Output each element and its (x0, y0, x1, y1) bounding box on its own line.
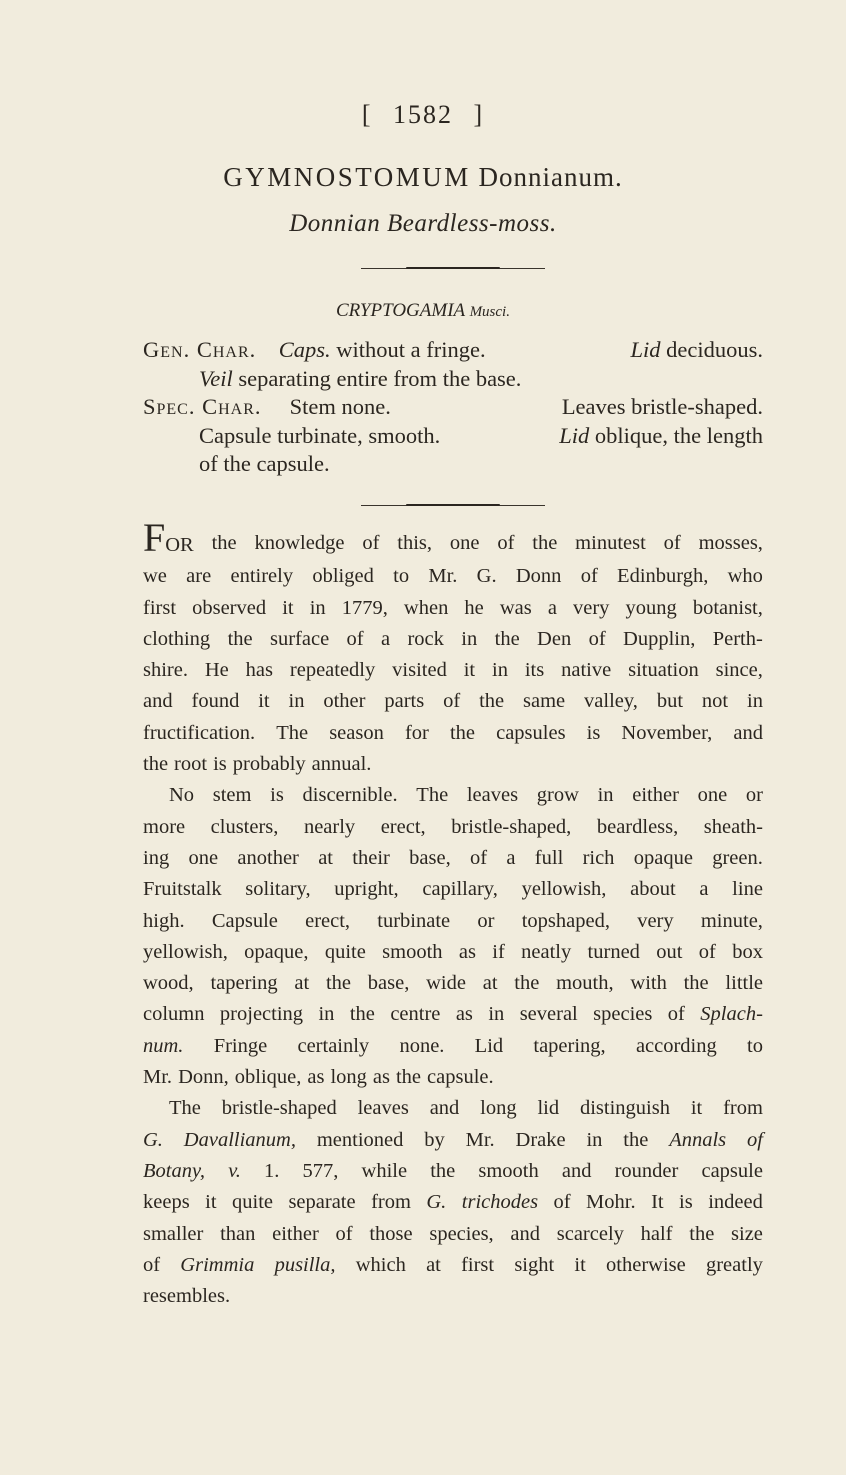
word: scarcely (556, 1222, 624, 1245)
word: grow (536, 784, 579, 807)
word: another (237, 846, 299, 869)
word: The (276, 721, 309, 744)
word: than (220, 1222, 256, 1245)
word: from (723, 1097, 763, 1120)
word: greatly (705, 1253, 763, 1276)
word: species (593, 1003, 653, 1026)
word: if (492, 940, 505, 963)
word: the (479, 690, 505, 713)
text-line (143, 1187, 763, 1218)
word: at (426, 1253, 441, 1276)
word: in (488, 1003, 505, 1026)
word: root (174, 753, 208, 776)
word: capsule (701, 1159, 763, 1182)
word: Drake (515, 1128, 566, 1151)
text-line (143, 1281, 763, 1312)
word: November, (621, 721, 713, 744)
page-title (0, 162, 846, 193)
word: leaves (357, 1097, 409, 1120)
word: very (573, 596, 610, 619)
word: resembles. (143, 1285, 231, 1308)
word: opaque, (244, 940, 309, 963)
word: more (143, 815, 186, 838)
text-line (143, 749, 763, 780)
word: when (403, 596, 449, 619)
word: rock (407, 627, 444, 650)
word: the (514, 972, 540, 995)
word: young (625, 596, 677, 619)
word: capsules (496, 721, 566, 744)
word: size (731, 1222, 763, 1245)
word: surface (269, 627, 330, 650)
gen-char-text: Lid deciduous. (630, 337, 763, 362)
word: 577, (302, 1159, 339, 1182)
word: for (404, 721, 429, 744)
word: He (204, 659, 229, 682)
word: turned (587, 940, 640, 963)
word: of (143, 1253, 161, 1276)
word: we (143, 565, 167, 588)
word: of (497, 532, 515, 554)
word: one (697, 784, 728, 807)
word: quite (324, 940, 366, 963)
word: erect, (380, 815, 426, 838)
word: their (352, 846, 390, 869)
word: upright, (334, 878, 399, 901)
word: ing (143, 846, 170, 869)
word: Lid (474, 1034, 504, 1057)
page-number: [ 1582 ] (361, 100, 485, 129)
word: in (492, 659, 508, 682)
word: shire. (143, 659, 188, 682)
word: is (213, 753, 227, 776)
word: is (679, 1191, 693, 1214)
word: full (534, 846, 564, 869)
word: repeatedly (289, 659, 376, 682)
word: certainly (297, 1034, 370, 1057)
word: Den (537, 627, 572, 650)
word: none. (399, 1034, 445, 1057)
word: of (588, 627, 606, 650)
word: and (510, 1222, 541, 1245)
word: tapering (210, 972, 278, 995)
word: Fruitstalk (143, 878, 222, 901)
word: which (355, 1253, 406, 1276)
word: situation (628, 659, 699, 682)
word: it (258, 690, 270, 713)
ornamental-divider (361, 268, 545, 269)
word: otherwise (606, 1253, 686, 1276)
word: first (461, 1253, 495, 1276)
word: Fringe (213, 1034, 268, 1057)
species-name: Donnianum. (478, 162, 623, 192)
word: the (494, 627, 520, 650)
word: the (430, 1159, 456, 1182)
word: one (449, 532, 480, 554)
word: but (656, 690, 684, 713)
word: sight (514, 1253, 555, 1276)
word: at (482, 972, 498, 995)
word: either (272, 1222, 319, 1245)
word: a (506, 846, 516, 869)
word: The (416, 784, 449, 807)
word: since, (715, 659, 763, 682)
text-line (143, 1031, 763, 1062)
word: green. (712, 846, 763, 869)
word: G. (426, 1191, 447, 1214)
word: with (630, 972, 667, 995)
word: the (143, 753, 169, 776)
word: a (699, 878, 709, 901)
word: Splach- (700, 1003, 763, 1026)
word: oblique, (234, 1066, 302, 1089)
word: Perth- (712, 627, 763, 650)
word: this, (397, 532, 432, 554)
word: is (586, 721, 601, 744)
word: a (381, 627, 391, 650)
word: base, (409, 846, 451, 869)
gen-char-label: Gen. Char. (143, 337, 257, 362)
word: half (640, 1222, 673, 1245)
word: of (553, 1191, 571, 1214)
word: visited (392, 659, 447, 682)
word: of (580, 565, 598, 588)
word: Mr. (143, 1066, 173, 1089)
word: annual. (311, 753, 372, 776)
word: its (524, 659, 545, 682)
word: season (329, 721, 384, 744)
word: clothing (143, 627, 211, 650)
text-line (143, 1156, 763, 1187)
word: at (318, 846, 333, 869)
word: are (186, 565, 212, 588)
word: Mr. (465, 1128, 495, 1151)
word: parts (384, 690, 425, 713)
word: 1779, (341, 596, 388, 619)
word: who (727, 565, 763, 588)
word: in (747, 690, 763, 713)
word: sheath- (703, 815, 763, 838)
word: little (725, 972, 763, 995)
word: out (656, 940, 683, 963)
word: beardless, (596, 815, 679, 838)
word: box (732, 940, 763, 963)
word: FOR (143, 515, 194, 560)
text-line (143, 515, 763, 561)
word: centre (390, 1003, 441, 1026)
word: discernible. (302, 784, 398, 807)
text-line (143, 874, 763, 905)
word: knowledge (254, 532, 345, 554)
word: long (480, 1097, 517, 1120)
word: the (349, 1003, 375, 1026)
paragraph (143, 515, 763, 780)
word: rounder (614, 1159, 679, 1182)
word: capsule. (427, 1066, 494, 1089)
word: of (663, 532, 681, 554)
word: high. (143, 909, 185, 932)
word: pusilla, (274, 1253, 336, 1276)
spec-char-text: of the capsule. (199, 451, 330, 476)
class-name: CRYPTOGAMIA (336, 300, 465, 321)
word: in (461, 627, 478, 650)
text-line (143, 906, 763, 937)
word: smaller (143, 1222, 204, 1245)
word: Annals (669, 1128, 727, 1151)
word: it (463, 659, 476, 682)
spec-char-text: Capsule turbinate, smooth. (199, 422, 441, 448)
word: botanist, (692, 596, 763, 619)
word: the (395, 1066, 422, 1089)
word: column (143, 1003, 205, 1026)
word: or (745, 784, 763, 807)
generic-character (143, 336, 763, 393)
word: of (362, 532, 380, 554)
word: Edinburgh, (617, 565, 709, 588)
word: it (205, 1191, 217, 1214)
word: very (637, 909, 674, 932)
word: according (635, 1034, 717, 1057)
word: as (455, 1003, 473, 1026)
word: in (318, 1003, 335, 1026)
text-line (143, 1062, 763, 1093)
word: num. (143, 1034, 184, 1057)
paragraph (143, 1093, 763, 1312)
ornamental-divider (361, 505, 545, 506)
genus-name: GYMNOSTOMUM (223, 162, 471, 192)
text-line (143, 561, 763, 592)
word: observed (192, 596, 267, 619)
word: leaves (466, 784, 519, 807)
word: from (371, 1191, 411, 1214)
word: those (369, 1222, 413, 1245)
word: several (519, 1003, 578, 1026)
word: and (143, 690, 173, 713)
word: Botany, (143, 1159, 206, 1182)
word: projecting (219, 1003, 304, 1026)
word: base, (367, 972, 410, 995)
word: species, (429, 1222, 494, 1245)
word: as (458, 940, 476, 963)
word: as (307, 1066, 325, 1089)
word: line (732, 878, 763, 901)
spec-char-text: Leaves bristle-shaped. (561, 394, 763, 419)
word: stem (212, 784, 252, 807)
text-line (143, 812, 763, 843)
word: G. (143, 1128, 163, 1151)
spec-char-label: Spec. Char. (143, 394, 262, 419)
word: obliged (312, 565, 374, 588)
spec-char-text: Stem none. (289, 394, 391, 419)
word: trichodes (461, 1191, 539, 1214)
gen-char-text: Caps. without a fringe. (278, 337, 486, 362)
word: has (245, 659, 273, 682)
text-line (143, 1093, 763, 1124)
word: and (429, 1097, 460, 1120)
word: the (449, 721, 475, 744)
word: Mohr. (586, 1191, 636, 1214)
text-line (143, 655, 763, 686)
order-name: Musci. (469, 304, 510, 320)
word: not (701, 690, 729, 713)
word: is (270, 784, 284, 807)
word: about (630, 878, 676, 901)
word: turbinate (377, 909, 451, 932)
word: of (443, 690, 461, 713)
text-line (143, 937, 763, 968)
word: quite (232, 1191, 273, 1214)
word: It (651, 1191, 664, 1214)
text-line (143, 1125, 763, 1156)
word: Capsule (211, 909, 278, 932)
word: wide (426, 972, 466, 995)
word: of (747, 1128, 763, 1151)
word: while (361, 1159, 408, 1182)
word: keeps (143, 1191, 190, 1214)
word: minute, (700, 909, 763, 932)
word: a (547, 596, 557, 619)
word: in (597, 784, 614, 807)
classification (0, 300, 846, 322)
word: fructification. (143, 721, 256, 744)
text-line (143, 780, 763, 811)
word: native (561, 659, 612, 682)
spec-char-text: Lid oblique, the length (559, 422, 763, 448)
word: Donn, (178, 1066, 229, 1089)
specific-character (143, 393, 763, 479)
word: neatly (521, 940, 572, 963)
word: bristle-shaped (221, 1097, 337, 1120)
word: other (323, 690, 366, 713)
word: nearly (303, 815, 356, 838)
text-line (143, 1219, 763, 1250)
word: by (424, 1128, 445, 1151)
word: as (372, 1066, 390, 1089)
word: erect, (305, 909, 351, 932)
word: the (623, 1128, 649, 1151)
word: to (393, 565, 410, 588)
word: probably (232, 753, 306, 776)
word: the (325, 972, 351, 995)
word: Grimmia (180, 1253, 255, 1276)
gen-char-text: Veil separating entire from the base. (199, 365, 522, 391)
word: and (733, 721, 763, 744)
word: found (191, 690, 240, 713)
word: G. (476, 565, 497, 588)
word: the (683, 972, 709, 995)
word: minutest (575, 532, 646, 554)
word: smooth (382, 940, 443, 963)
word: of (698, 940, 716, 963)
word: valley, (584, 690, 638, 713)
word: wood, (143, 972, 194, 995)
word: indeed (708, 1191, 763, 1214)
word: tapering, (533, 1034, 606, 1057)
word: the (689, 1222, 715, 1245)
text-line (143, 843, 763, 874)
word: it (282, 596, 294, 619)
text-line (143, 686, 763, 717)
word: at (294, 972, 310, 995)
word: it (574, 1253, 586, 1276)
word: the (227, 627, 253, 650)
word: The (169, 1097, 201, 1120)
text-line (143, 968, 763, 999)
text-line (143, 718, 763, 749)
word: opaque (633, 846, 693, 869)
word: lid (537, 1097, 560, 1120)
paragraph (143, 780, 763, 1093)
word: Donn (515, 565, 562, 588)
word: of (346, 627, 364, 650)
word: solitary, (245, 878, 311, 901)
word: he (464, 596, 484, 619)
word: of (667, 1003, 685, 1026)
word: and (561, 1159, 592, 1182)
word: yellowish, (143, 940, 228, 963)
word: separate (288, 1191, 356, 1214)
word: Davallianum, (183, 1128, 296, 1151)
word: in (309, 596, 326, 619)
text-line (143, 624, 763, 655)
text-line (143, 999, 763, 1030)
word: either (632, 784, 679, 807)
word: capillary, (422, 878, 498, 901)
word: one (188, 846, 219, 869)
word: v. (228, 1159, 241, 1182)
word: clusters, (210, 815, 279, 838)
word: Dupplin, (623, 627, 696, 650)
word: distinguish (579, 1097, 670, 1120)
word: mouth, (556, 972, 614, 995)
word: in (288, 690, 305, 713)
body-text (143, 515, 763, 1312)
word: smooth (478, 1159, 539, 1182)
word: of (335, 1222, 353, 1245)
word: to (747, 1034, 763, 1057)
word: was (499, 596, 532, 619)
word: same (523, 690, 566, 713)
word: or (477, 909, 495, 932)
word: rich (582, 846, 615, 869)
word: of (470, 846, 488, 869)
drop-cap: F (143, 515, 166, 560)
word: long (330, 1066, 367, 1089)
word: the (211, 532, 237, 554)
word: mosses, (698, 532, 763, 554)
word: entirely (230, 565, 294, 588)
text-line (143, 1250, 763, 1281)
common-name: Donnian Beardless-moss. (289, 210, 557, 237)
text-line (143, 593, 763, 624)
word: Mr. (428, 565, 458, 588)
word: it (690, 1097, 703, 1120)
word: first (143, 596, 177, 619)
word: yellowish, (521, 878, 607, 901)
word: mentioned (316, 1128, 404, 1151)
word: in (586, 1128, 603, 1151)
word: the (532, 532, 558, 554)
word: No (169, 784, 195, 807)
word: topshaped, (521, 909, 610, 932)
word: bristle-shaped, (451, 815, 572, 838)
word: 1. (264, 1159, 280, 1182)
